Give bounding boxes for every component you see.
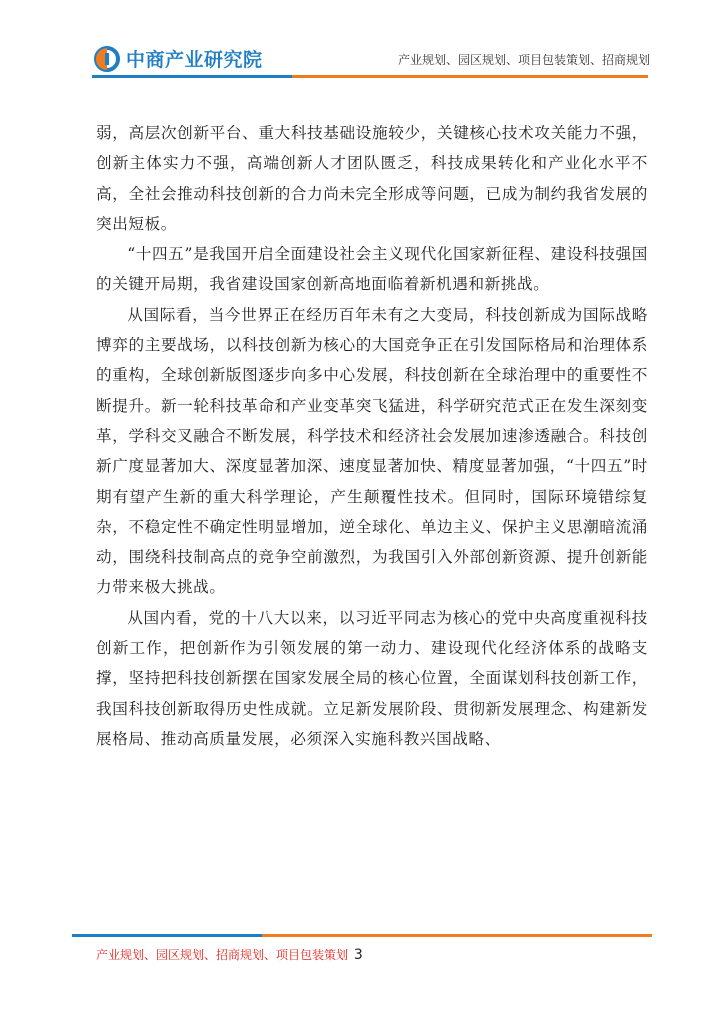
footer-rule-blue	[72, 934, 262, 937]
company-logo	[94, 45, 263, 72]
paragraph-fourteenth-five-year: “十四五”是我国开启全面建设社会主义现代化国家新征程、建设科技强国的关键开局期，我省建设国家创新高地面临着新机遇和新挑战。	[96, 245, 648, 294]
paragraph-continuation: 弱，高层次创新平台、重大科技基础设施较少，关键核心技术攻关能力不强，创新主体实力不强，高端创新人才团队匮乏，科技成果转化和产业化水平不高，全社会推动科技创新的合力尚未完全形成等问题，已成为制约我省发展的突出短板。	[96, 124, 648, 233]
document-body	[96, 118, 648, 754]
paragraph-domestic: 从国内看，党的十八大以来，以习近平同志为核心的党中央高度重视科技创新工作，把创新作为引领发展的第一动力、建设现代化经济体系的战略支撑，坚持把科技创新摆在国家发展全局的核心位置，全面谋划科技创新工作，我国科技创新取得历史性成就。立足新发展阶段、贯彻新发展理念、构建新发展格局、推动高质量发展，必须深入实施科教兴国战略、	[96, 608, 648, 748]
page-header	[0, 0, 724, 90]
logo-mark-icon	[94, 46, 120, 72]
header-tagline: 产业规划、园区规划、项目包装策划、招商规划	[397, 53, 650, 67]
page-footer	[96, 946, 363, 963]
footer-tagline: 产业规划、园区规划、招商规划、项目包装策划	[96, 948, 349, 962]
paragraph-international: 从国际看，当今世界正在经历百年未有之大变局，科技创新成为国际战略博弈的主要战场，以科技创新为核心的大国竞争正在引发国际格局和治理体系的重构，全球创新版图逐步向多中心发展，科技创新在全球治理中的重要性不断提升。新一轮科技革命和产业变革突飞猛进，科学研究范式正在发生深刻变革，学科交叉融合不断发展，科学技术和经济社会发展加速渗透融合。科技创新广度显著加大、深度显著加深、速度显著加快、精度显著加强，“十四五”时期有望产生新的重大科学理论，产生颠覆性技术。但同时，国际环境错综复杂，不稳定性不确定性明显增加，逆全球化、单边主义、保护主义思潮暗流涌动，围绕科技制高点的竞争空前激烈，为我国引入外部创新资源、提升创新能力带来极大挑战。	[96, 305, 648, 597]
footer-rule-orange	[262, 934, 652, 937]
logo-text: 中商产业研究院	[126, 49, 263, 71]
header-rule-orange	[292, 75, 648, 78]
header-rule-blue	[92, 75, 292, 78]
page-number: 3	[353, 947, 363, 963]
